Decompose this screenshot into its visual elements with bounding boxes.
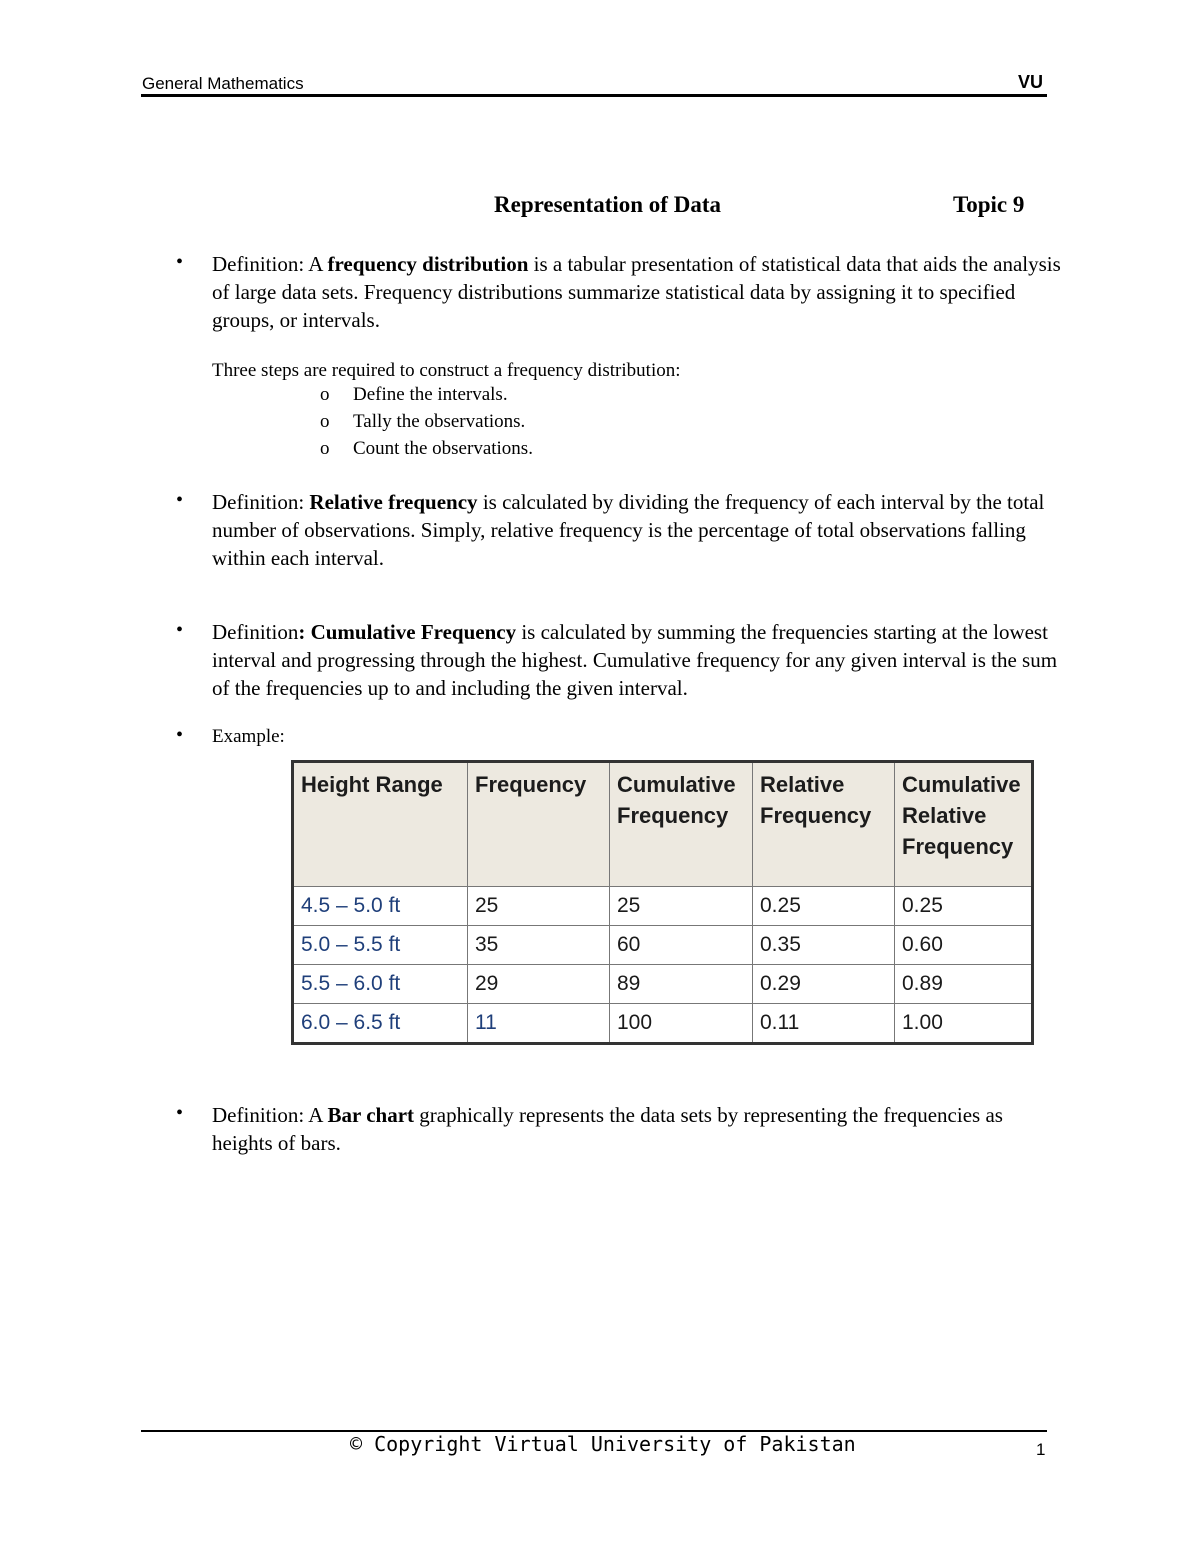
table-cell: 100 bbox=[610, 1004, 753, 1044]
footer-copyright: © Copyright Virtual University of Pakistan bbox=[350, 1432, 856, 1456]
table-row bbox=[293, 887, 1033, 926]
table-cell: 0.35 bbox=[753, 926, 895, 965]
table-cell: 60 bbox=[610, 926, 753, 965]
header-rule bbox=[141, 94, 1047, 97]
definition-bar-chart bbox=[212, 1101, 1062, 1157]
table-cell: 0.29 bbox=[753, 965, 895, 1004]
list-item bbox=[320, 411, 525, 433]
bullet-icon: • bbox=[176, 489, 184, 511]
list-marker: o bbox=[320, 384, 330, 405]
definition-frequency-distribution bbox=[212, 250, 1062, 334]
page-number: 1 bbox=[1036, 1440, 1046, 1459]
table-cell: 5.5 – 6.0 ft bbox=[293, 965, 468, 1004]
definition-term: : Cumulative Frequency bbox=[298, 620, 517, 644]
table-cell: 25 bbox=[610, 887, 753, 926]
table-row bbox=[293, 1004, 1033, 1044]
definition-prefix: Definition: A bbox=[212, 1103, 328, 1127]
header-course: General Mathematics bbox=[142, 74, 304, 93]
definition-text: is calculated by summing the frequencies starting at the lowest interval and progressing through the highest. Cumulative frequency for any given interval is the sum of the frequencies up to and including the given interval. bbox=[212, 620, 1058, 700]
column-header: Relative Frequency bbox=[753, 762, 895, 887]
table-row bbox=[293, 926, 1033, 965]
table-cell: 0.11 bbox=[753, 1004, 895, 1044]
table-cell: 0.89 bbox=[895, 965, 1033, 1004]
table-cell: 89 bbox=[610, 965, 753, 1004]
table-cell: 1.00 bbox=[895, 1004, 1033, 1044]
table-cell: 29 bbox=[468, 965, 610, 1004]
table-header-row bbox=[293, 762, 1033, 887]
bullet-icon: • bbox=[176, 724, 184, 746]
definition-term: Bar chart bbox=[327, 1103, 415, 1127]
table-row bbox=[293, 965, 1033, 1004]
list-marker: o bbox=[320, 438, 330, 459]
table-cell: 4.5 – 5.0 ft bbox=[293, 887, 468, 926]
page-title: Representation of Data bbox=[494, 192, 721, 217]
definition-prefix: Definition: bbox=[212, 490, 310, 514]
list-item bbox=[320, 438, 533, 460]
definition-text: is calculated by dividing the frequency of each interval by the total number of observations. Simply, relative frequency is the percentage of total observations falling within each interval. bbox=[212, 490, 1045, 570]
table-cell: 0.60 bbox=[895, 926, 1033, 965]
column-header: Height Range bbox=[293, 762, 468, 887]
table-cell: 25 bbox=[468, 887, 610, 926]
list-item-text: Tally the observations. bbox=[353, 411, 526, 432]
frequency-table bbox=[291, 760, 1034, 1045]
list-item-text: Count the observations. bbox=[353, 438, 533, 459]
table-cell: 0.25 bbox=[753, 887, 895, 926]
table-cell: 0.25 bbox=[895, 887, 1033, 926]
table-cell: 35 bbox=[468, 926, 610, 965]
header-institution: VU bbox=[1018, 72, 1044, 92]
list-marker: o bbox=[320, 411, 330, 432]
topic-label: Topic 9 bbox=[953, 192, 1025, 217]
column-header: Cumulative Frequency bbox=[610, 762, 753, 887]
list-item bbox=[320, 384, 508, 406]
definition-prefix: Definition bbox=[212, 620, 299, 644]
definition-cumulative-frequency bbox=[212, 618, 1062, 702]
bullet-icon: • bbox=[176, 251, 184, 273]
definition-prefix: Definition: A bbox=[212, 252, 328, 276]
table-cell: 5.0 – 5.5 ft bbox=[293, 926, 468, 965]
definition-text: is a tabular presentation of statistical data that aids the analysis of large data sets. Frequency distributions summarize statistical data by assigning it to specified groups, or intervals. bbox=[212, 252, 1061, 332]
bullet-icon: • bbox=[176, 1102, 184, 1124]
definition-text: graphically represents the data sets by representing the frequencies as heights of bars. bbox=[212, 1103, 1003, 1155]
definition-relative-frequency bbox=[212, 488, 1062, 572]
table-cell: 11 bbox=[468, 1004, 610, 1044]
table-cell: 6.0 – 6.5 ft bbox=[293, 1004, 468, 1044]
bullet-icon: • bbox=[176, 619, 184, 641]
column-header: Cumulative Relative Frequency bbox=[895, 762, 1033, 887]
definition-term: Relative frequency bbox=[309, 490, 478, 514]
definition-term: frequency distribution bbox=[327, 252, 529, 276]
steps-intro: Three steps are required to construct a frequency distribution: bbox=[212, 360, 681, 381]
list-item-text: Define the intervals. bbox=[353, 384, 508, 405]
column-header: Frequency bbox=[468, 762, 610, 887]
example-label: Example: bbox=[212, 726, 285, 747]
